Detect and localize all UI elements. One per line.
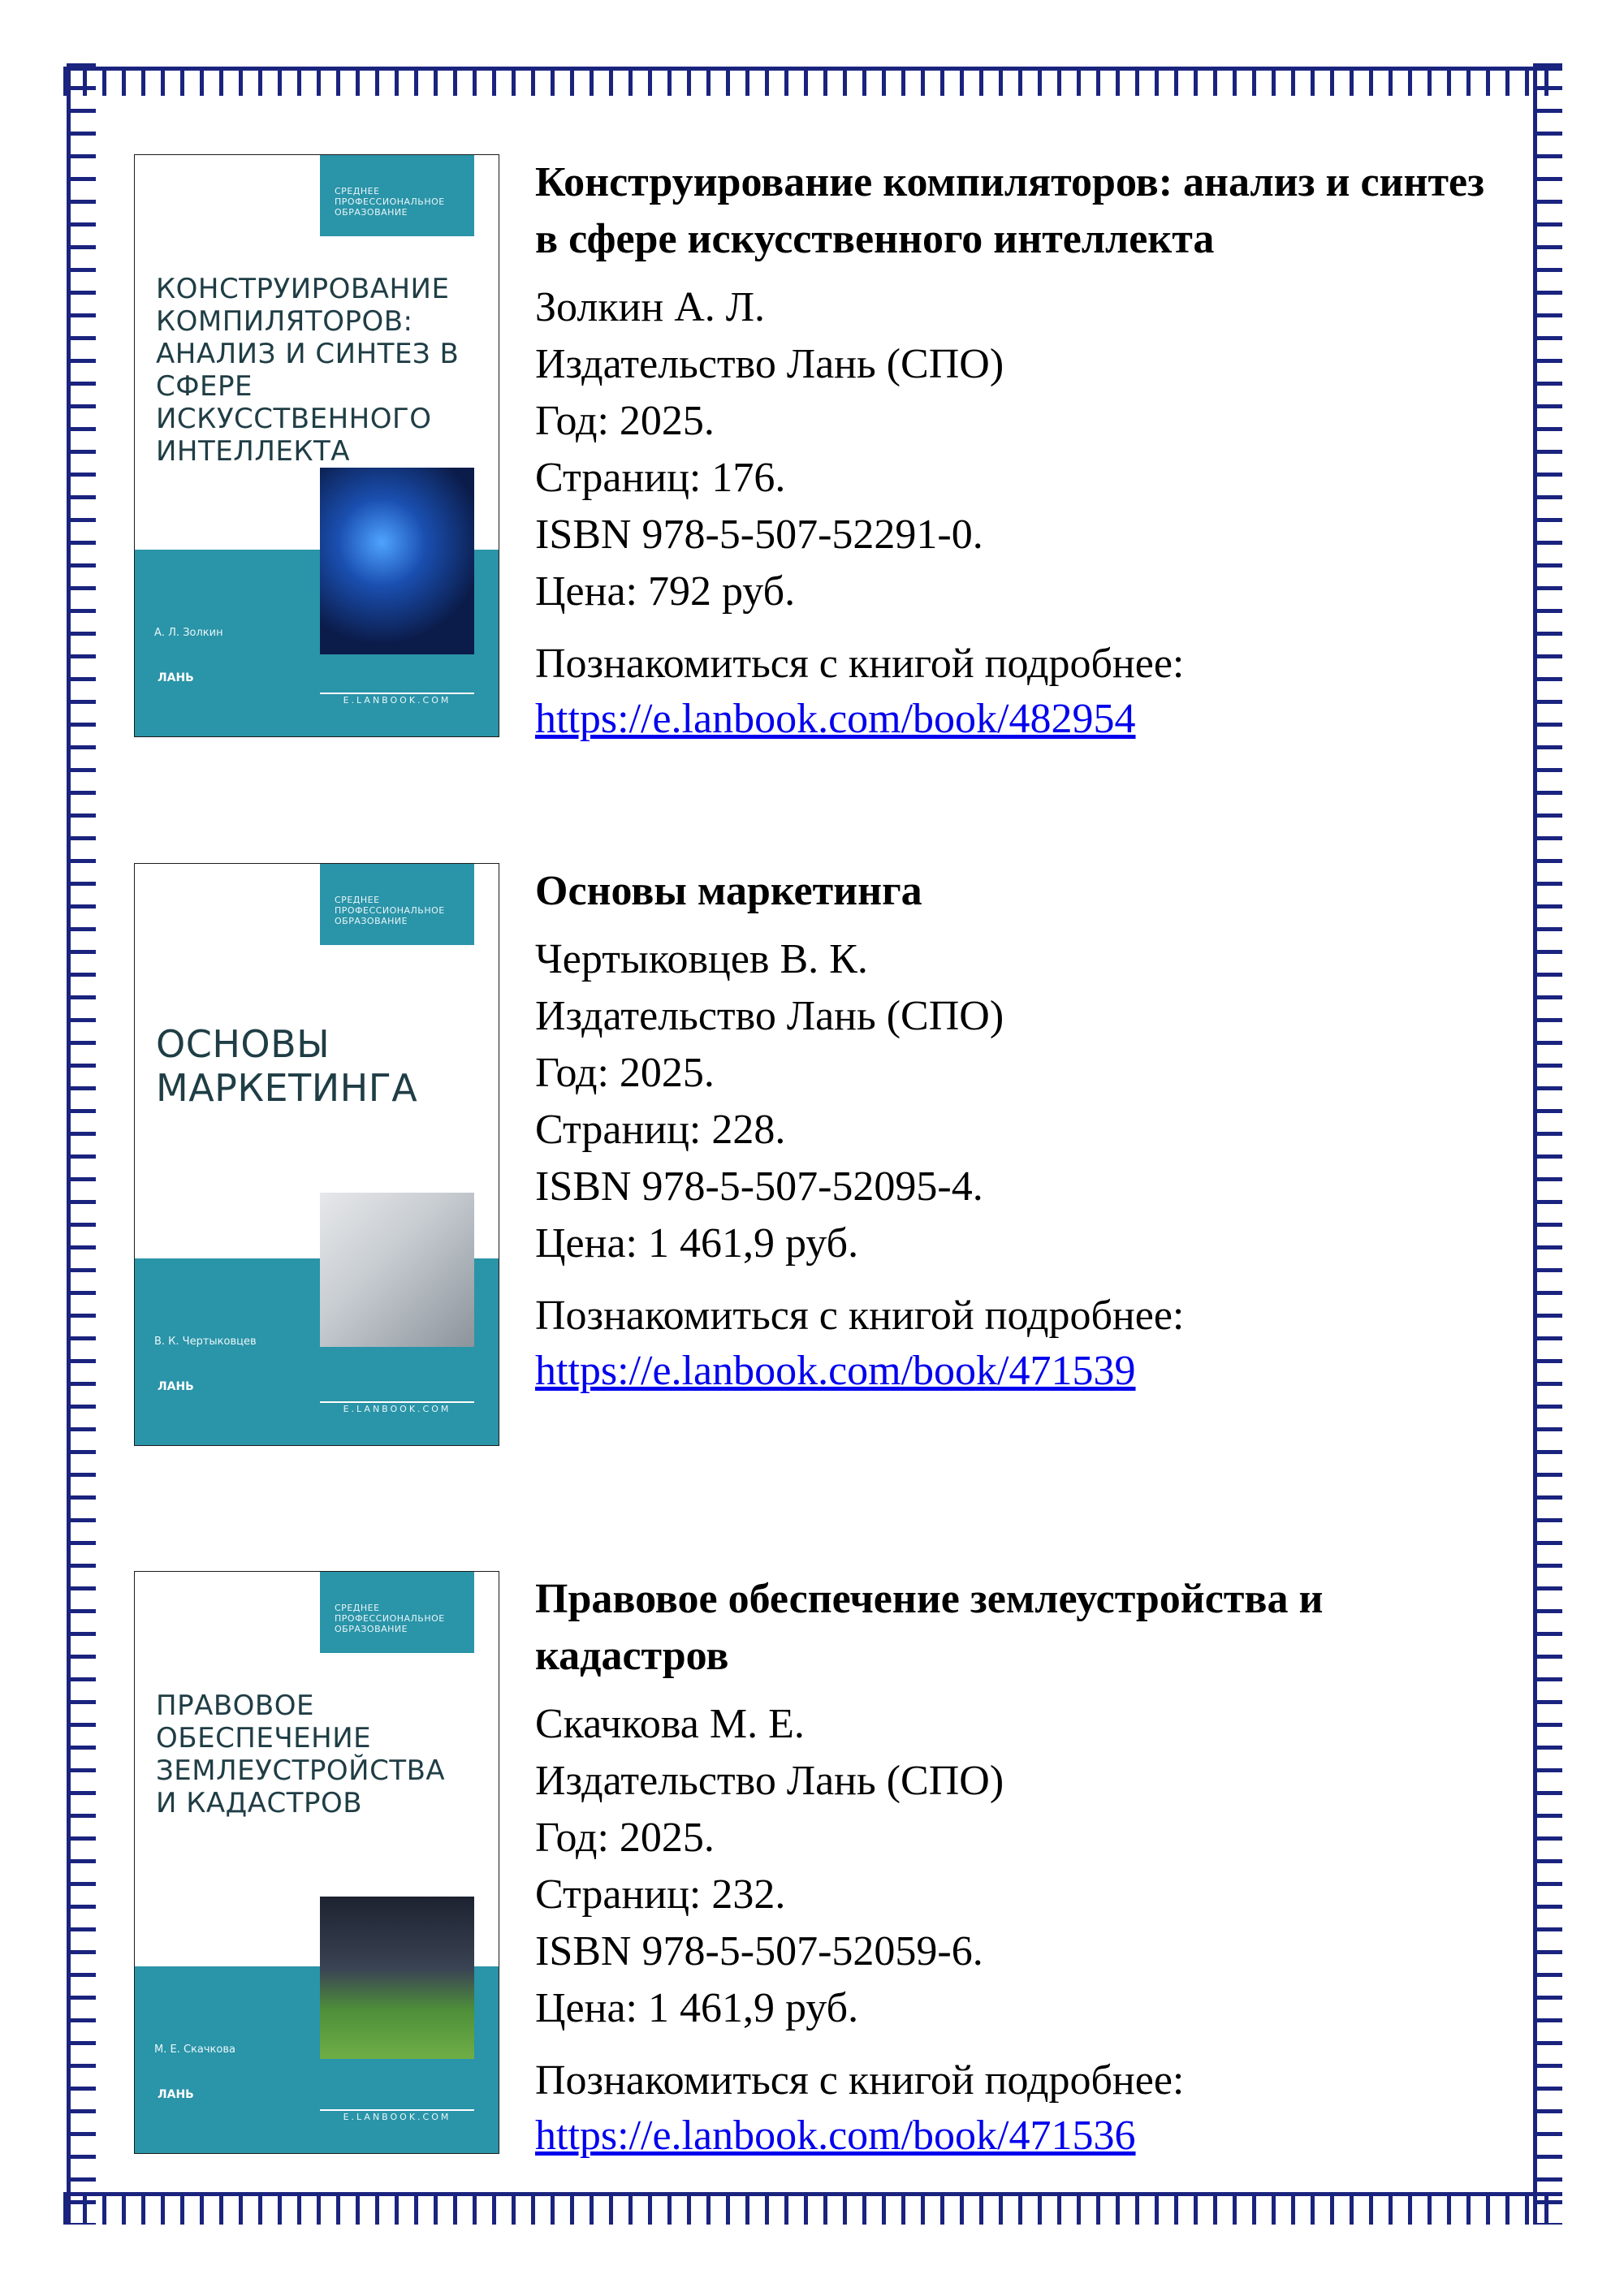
- book-info: [535, 1571, 1510, 2164]
- cover-site: E.LANBOOK.COM: [320, 2109, 474, 2126]
- book-year: Год: 2025.: [535, 1050, 715, 1096]
- book-publisher: Издательство Лань (СПО): [535, 1758, 1004, 1804]
- cover-author: А. Л. Золкин: [154, 627, 223, 639]
- cover-title: КОНСТРУИРОВАНИЕ КОМПИЛЯТОРОВ: АНАЛИЗ И СИНТЕЗ В СФЕРЕ ИСКУССТВЕННОГО ИНТЕЛЛЕКТА: [156, 273, 460, 468]
- book-link[interactable]: https://e.lanbook.com/book/471539: [535, 1348, 1136, 1394]
- book-year: Год: 2025.: [535, 398, 715, 444]
- book-details: [535, 931, 1510, 1272]
- book-cover: [134, 154, 499, 737]
- publisher-logo: ЛАНЬ: [158, 1380, 194, 1393]
- cover-title: ПРАВОВОЕ ОБЕСПЕЧЕНИЕ ЗЕМЛЕУСТРОЙСТВА И КАДАСТРОВ: [156, 1690, 446, 1819]
- book-author: Чертыковцев В. К.: [535, 936, 868, 982]
- book-publisher: Издательство Лань (СПО): [535, 341, 1004, 387]
- decorative-border-right: [1530, 63, 1562, 2225]
- book-link[interactable]: https://e.lanbook.com/book/482954: [535, 696, 1136, 742]
- cover-series-label: СРЕДНЕЕ ПРОФЕССИОНАЛЬНОЕ ОБРАЗОВАНИЕ: [320, 864, 474, 945]
- decorative-border-bottom: [63, 2192, 1562, 2225]
- more-label: Познакомиться с книгой подробнее:: [535, 2057, 1185, 2104]
- book-info: [535, 154, 1510, 747]
- book-link[interactable]: https://e.lanbook.com/book/471536: [535, 2113, 1136, 2159]
- cover-series-label: СРЕДНЕЕ ПРОФЕССИОНАЛЬНОЕ ОБРАЗОВАНИЕ: [320, 1572, 474, 1653]
- cover-site: E.LANBOOK.COM: [320, 1401, 474, 1418]
- cover-image-circuit: [320, 468, 474, 654]
- cover-series-label: СРЕДНЕЕ ПРОФЕССИОНАЛЬНОЕ ОБРАЗОВАНИЕ: [320, 155, 474, 236]
- book-price: Цена: 792 руб.: [535, 568, 796, 615]
- book-isbn: ISBN 978-5-507-52095-4.: [535, 1163, 983, 1210]
- book-info: [535, 863, 1510, 1399]
- book-isbn: ISBN 978-5-507-52059-6.: [535, 1928, 983, 1974]
- book-title: Основы маркетинга: [535, 868, 922, 914]
- cover-image-signing: [320, 1897, 474, 2059]
- decorative-border-left: [63, 63, 96, 2225]
- book-more: [535, 1288, 1510, 1399]
- book-more: [535, 2053, 1510, 2164]
- book-more: [535, 637, 1510, 747]
- cover-author: В. К. Чертыковцев: [154, 1336, 257, 1348]
- more-label: Познакомиться с книгой подробнее:: [535, 1293, 1185, 1339]
- book-publisher: Издательство Лань (СПО): [535, 993, 1004, 1039]
- publisher-logo: ЛАНЬ: [158, 2088, 194, 2101]
- book-pages: Страниц: 228.: [535, 1107, 786, 1153]
- book-details: [535, 1696, 1510, 2037]
- book-year: Год: 2025.: [535, 1815, 715, 1861]
- publisher-logo: ЛАНЬ: [158, 671, 194, 684]
- decorative-border-top: [63, 63, 1562, 96]
- book-price: Цена: 1 461,9 руб.: [535, 1985, 859, 2031]
- book-cover: [134, 1571, 499, 2154]
- book-price: Цена: 1 461,9 руб.: [535, 1220, 859, 1267]
- book-cover: [134, 863, 499, 1446]
- book-author: Скачкова М. Е.: [535, 1701, 805, 1747]
- more-label: Познакомиться с книгой подробнее:: [535, 641, 1185, 687]
- book-title: Конструирование компиляторов: анализ и синтез в сфере искусственного интеллекта: [535, 159, 1484, 262]
- book-details: [535, 279, 1510, 620]
- book-author: Золкин А. Л.: [535, 284, 766, 330]
- book-isbn: ISBN 978-5-507-52291-0.: [535, 511, 983, 558]
- book-pages: Страниц: 176.: [535, 455, 786, 501]
- book-pages: Страниц: 232.: [535, 1871, 786, 1918]
- cover-site: E.LANBOOK.COM: [320, 693, 474, 709]
- cover-author: М. Е. Скачкова: [154, 2044, 235, 2056]
- cover-title: ОСНОВЫ МАРКЕТИНГА: [156, 1022, 418, 1110]
- cover-image-laptop: [320, 1193, 474, 1347]
- book-title: Правовое обеспечение землеустройства и кадастров: [535, 1576, 1324, 1679]
